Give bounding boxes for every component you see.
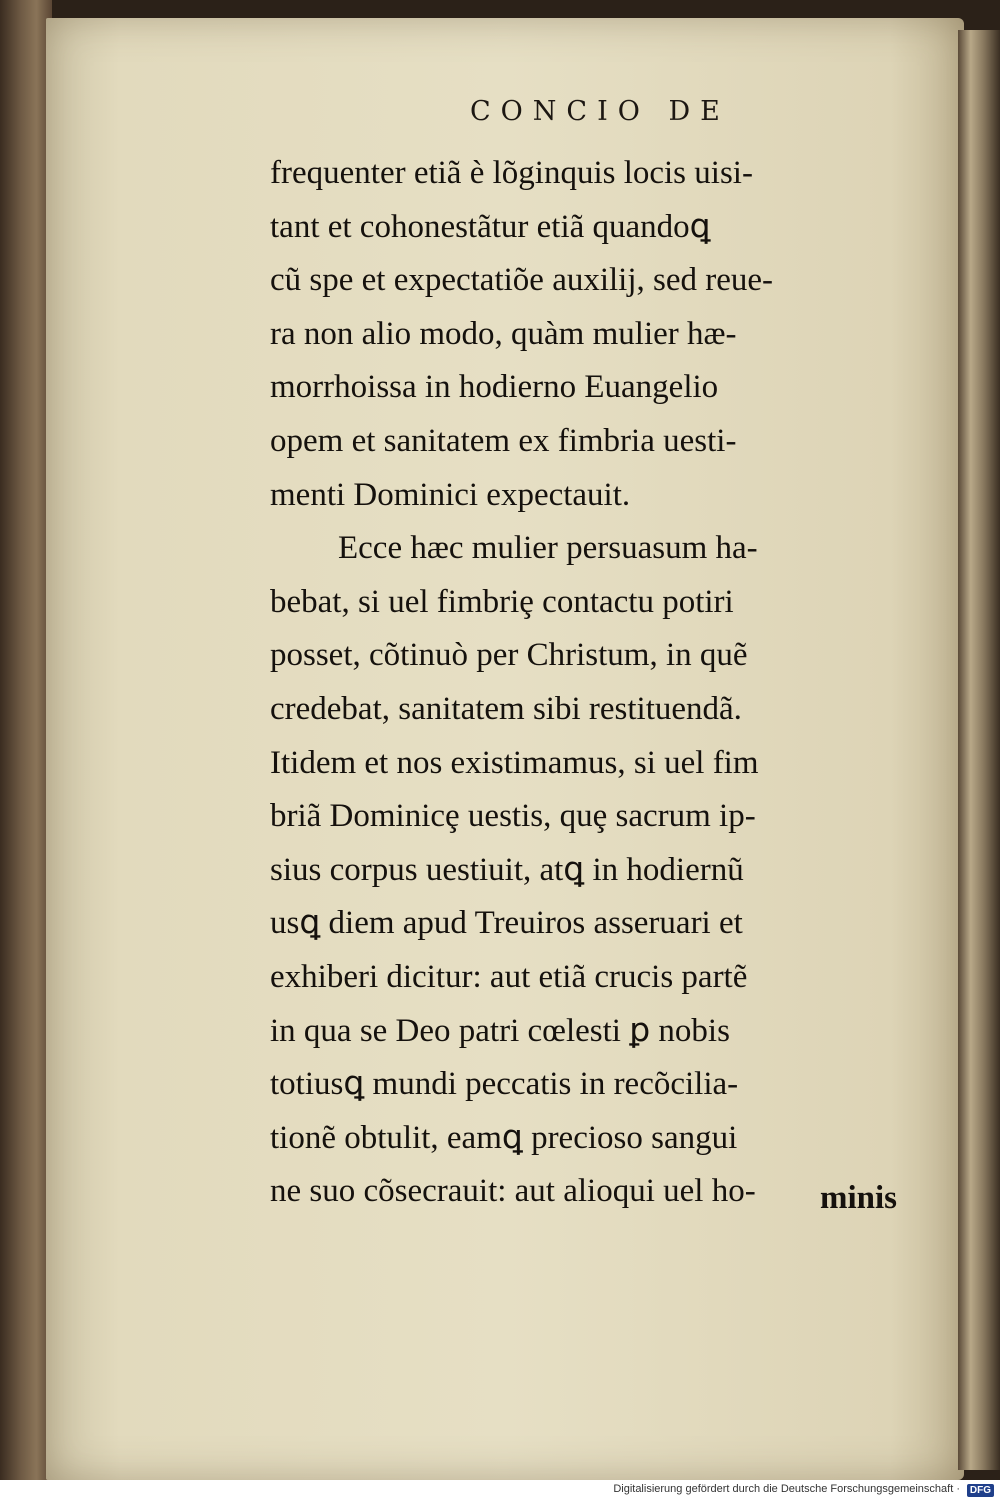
text-line: menti Dominici expectauit. — [270, 476, 631, 513]
text-line: Itidem et nos existimamus, si uel fim — [270, 744, 759, 781]
text-line: briã Dominicȩ uestis, quȩ sacrum ip- — [270, 798, 756, 835]
text-line: totiusꝗ mundi peccatis in recõcilia- — [270, 1066, 739, 1103]
running-title: CONCIO DE — [470, 96, 730, 127]
catchword: minis — [820, 1180, 898, 1216]
text-line: usꝗ diem apud Treuiros asseruari et — [270, 905, 743, 942]
text-line: opem et sanitatem ex fimbria uesti- — [270, 422, 737, 459]
text-line: Ecce hæc mulier persuasum ha- — [338, 530, 758, 567]
text-line: credebat, sanitatem sibi restituendã. — [270, 690, 742, 727]
text-line: morrhoissa in hodierno Euangelio — [270, 369, 719, 406]
text-line: bebat, si uel fimbriȩ contactu potiri — [270, 583, 734, 620]
text-line: ra non alio modo, quàm mulier hæ- — [270, 315, 737, 352]
text-line: in qua se Deo patri cœlesti ꝑ nobis — [270, 1012, 730, 1049]
text-line: tant et cohonestãtur etiã quandoꝗ — [270, 208, 711, 245]
text-line: frequenter etiã è lõginquis locis uisi- — [270, 155, 753, 191]
text-line: exhiberi dicitur: aut etiã crucis partẽ — [270, 958, 748, 995]
page-edge — [958, 30, 1000, 1470]
text-line: tionẽ obtulit, eamꝗ precioso sangui — [270, 1119, 738, 1156]
text-line: ne suo cõsecrauit: aut alioqui uel ho- — [270, 1173, 756, 1210]
text-line: cũ spe et expectatiõe auxilij, sed reue- — [270, 262, 774, 299]
text-line: posset, cõtinuò per Christum, in quẽ — [270, 637, 748, 674]
book-binding — [0, 0, 52, 1480]
funding-credit: Digitalisierung gefördert durch die Deutsche Forschungsgemeinschaft · — [613, 1483, 960, 1495]
dfg-logo: DFG — [967, 1484, 994, 1497]
text-line: sius corpus uestiuit, atꝗ in hodiernũ — [270, 851, 744, 888]
body-text — [270, 147, 942, 1219]
